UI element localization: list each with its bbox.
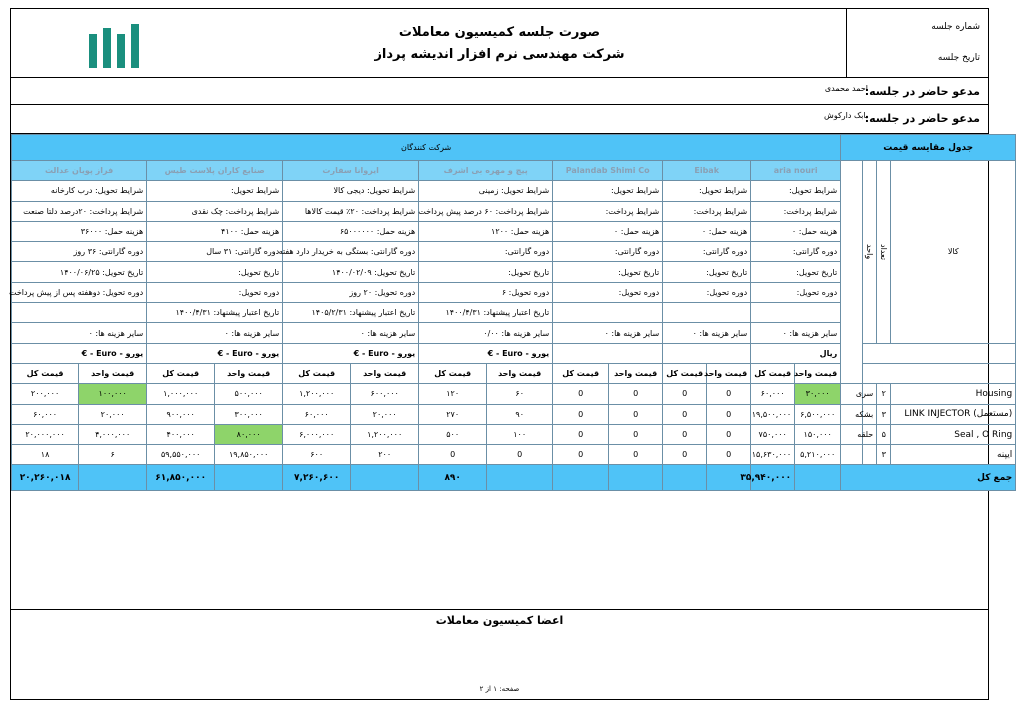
total-row — [12, 465, 1016, 491]
unit-price-cell: ۹۰ — [487, 404, 553, 424]
unit-price-cell: ۱۵۰,۰۰۰ — [795, 424, 841, 444]
item-name: ایپنه — [891, 445, 1016, 465]
supplier-term: هزینه حمل: ۱۲۰۰ — [419, 221, 553, 241]
total-blank — [487, 465, 553, 491]
total-price-header: قیمت کل — [553, 363, 609, 383]
supplier-currency: یورو - Euro - € — [147, 343, 283, 363]
supplier-term: تاریخ تحویل: ۱۴۰۰/۰۲/۰۹ — [283, 262, 419, 282]
supplier-name: پیچ و مهره بی اشرف — [419, 161, 553, 181]
supplier-term: دوره تحویل: — [553, 282, 663, 302]
unit-price-cell: 0 — [707, 384, 751, 404]
item-unit: حلقه — [863, 424, 877, 444]
supplier-term: شرایط تحویل: — [147, 181, 283, 201]
supplier-name: aria nouri — [751, 161, 841, 181]
unit-price-cell: ۱۹,۸۵۰,۰۰۰ — [215, 445, 283, 465]
unit-price-cell: ۱۰۰ — [487, 424, 553, 444]
supplier-name: Eibak — [663, 161, 751, 181]
total-price-header: قیمت کل — [419, 363, 487, 383]
unit-price-cell: ۲۰,۰۰۰ — [79, 404, 147, 424]
supplier-total: ۸۹۰ — [419, 465, 487, 491]
table-row — [12, 424, 1016, 444]
unit-price-cell: ۶۰ — [487, 384, 553, 404]
supplier-term: شرایط پرداخت: — [553, 201, 663, 221]
supplier-term: شرایط پرداخت: ۶۰ درصد پیش پرداخت — [419, 201, 553, 221]
supplier-term: شرایط تحویل: زمینی — [419, 181, 553, 201]
total-price-cell: ۲۰,۰۰۰,۰۰۰ — [12, 424, 79, 444]
unit-price-cell: ۲۰,۰۰۰ — [351, 404, 419, 424]
supplier-term: سایر هزینه ها: ۰/۰۰ — [419, 323, 553, 343]
unit-price-cell: ۵,۲۱۰,۰۰۰ — [795, 445, 841, 465]
unit-price-cell: ۳۰,۰۰۰ — [795, 384, 841, 404]
unit-price-cell: ۴,۰۰۰,۰۰۰ — [79, 424, 147, 444]
supplier-name: فراز پویان عدالت — [12, 161, 147, 181]
supplier-term: شرایط پرداخت: چک نقدی — [147, 201, 283, 221]
supplier-term: شرایط تحویل: درب کارخانه — [12, 181, 147, 201]
supplier-total: ۲۰,۲۶۰,۰۱۸ — [12, 465, 79, 491]
unit-price-cell: ۶۰۰,۰۰۰ — [351, 384, 419, 404]
supplier-term: تاریخ تحویل: — [419, 262, 553, 282]
supplier-name: ایروانا سفارت — [283, 161, 419, 181]
unit-price-cell: ۳۰۰,۰۰۰ — [215, 404, 283, 424]
supplier-term: دوره گارانتی: — [751, 242, 841, 262]
item-name: Seal , O Ring — [891, 424, 1016, 444]
total-price-header: قیمت کل — [663, 363, 707, 383]
col-spacer — [841, 161, 863, 384]
supplier-term: هزینه حمل: ۶۵۰۰۰۰۰۰ — [283, 221, 419, 241]
item-unit — [863, 445, 877, 465]
document-page — [8, 8, 1013, 700]
total-price-cell: ۴۰۰,۰۰۰ — [147, 424, 215, 444]
total-blank — [609, 465, 663, 491]
supplier-term: تاریخ تحویل: — [553, 262, 663, 282]
total-price-cell: ۱۲۰ — [419, 384, 487, 404]
supplier-name: صنایع کاران پلاست طیس — [147, 161, 283, 181]
total-blank — [215, 465, 283, 491]
supplier-term: دوره گارانتی: بستگی به خریدار دارد هفته — [283, 242, 419, 262]
unit-price-cell: 0 — [609, 404, 663, 424]
supplier-total: ۶۱,۸۵۰,۰۰۰ — [147, 465, 215, 491]
item-name: LINK INJECTOR (مستعمل) — [891, 404, 1016, 424]
table-row — [12, 445, 1016, 465]
item-spacer — [841, 445, 863, 465]
supplier-term: شرایط پرداخت: — [751, 201, 841, 221]
supplier-term: دوره تحویل: — [147, 282, 283, 302]
total-price-cell: 0 — [553, 424, 609, 444]
supplier-term: دوره تحویل: — [663, 282, 751, 302]
supplier-term: تاریخ تحویل: — [751, 262, 841, 282]
total-label: جمع کل — [841, 465, 1016, 491]
table-row — [12, 404, 1016, 424]
unit-price-cell: ۲۰۰ — [351, 445, 419, 465]
total-price-cell: ۶۰,۰۰۰ — [283, 404, 351, 424]
unit-price-cell: ۶ — [79, 445, 147, 465]
total-price-header: قیمت کل — [12, 363, 79, 383]
price-comparison-table — [8, 134, 1016, 491]
supplier-term: دوره تحویل: دوهفته پس از پیش پرداخت — [12, 282, 147, 302]
unit-price-header: قیمت واحد — [487, 363, 553, 383]
supplier-term: شرایط پرداخت: ۲۰درصد دلتا صنعت — [12, 201, 147, 221]
item-unit: بشکه — [863, 404, 877, 424]
supplier-term: دوره تحویل: — [751, 282, 841, 302]
total-price-cell: 0 — [419, 445, 487, 465]
supplier-term — [12, 303, 147, 323]
table-title: جدول مقایسه قیمت — [841, 135, 1016, 161]
supplier-term: دوره گارانتی: ۳۱ سال — [147, 242, 283, 262]
supplier-term: هزینه حمل: ۳۶۰۰۰ — [12, 221, 147, 241]
supplier-name: Palandab Shimi Co — [553, 161, 663, 181]
total-blank — [795, 465, 841, 491]
total-price-cell: 0 — [663, 445, 707, 465]
total-price-cell: 0 — [663, 404, 707, 424]
total-price-cell: ۱۹,۵۰۰,۰۰۰ — [751, 404, 795, 424]
supplier-term: سایر هزینه ها: ۰ — [553, 323, 663, 343]
unit-price-cell: 0 — [609, 445, 663, 465]
supplier-term: هزینه حمل: ۰ — [751, 221, 841, 241]
supplier-term: شرایط تحویل: — [663, 181, 751, 201]
invitee-label-1: مدعو حاضر در جلسه: — [864, 85, 980, 98]
supplier-term: شرایط پرداخت: ۲۰٪ قیمت کالاها — [283, 201, 419, 221]
total-price-cell: 0 — [663, 424, 707, 444]
supplier-term: دوره گارانتی: — [419, 242, 553, 262]
unit-price-cell: ۶,۵۰۰,۰۰۰ — [795, 404, 841, 424]
col-unit-header: واحد — [863, 161, 877, 344]
supplier-term: سایر هزینه ها: ۰ — [147, 323, 283, 343]
supplier-currency — [553, 343, 663, 363]
participants-header: شرکت کنندگان — [12, 135, 841, 161]
supplier-term: شرایط تحویل: — [751, 181, 841, 201]
total-price-cell: ۵۰۰ — [419, 424, 487, 444]
unit-price-cell: ۱,۲۰۰,۰۰۰ — [351, 424, 419, 444]
total-price-cell: 0 — [553, 404, 609, 424]
supplier-term: سایر هزینه ها: ۰ — [12, 323, 147, 343]
company-name: شرکت مهندسی نرم افزار اندیشه پرداز — [374, 47, 625, 62]
total-price-cell: ۶۰۰ — [283, 445, 351, 465]
supplier-term: سایر هزینه ها: ۰ — [663, 323, 751, 343]
supplier-term: شرایط تحویل: — [553, 181, 663, 201]
unit-price-cell: ۵۰۰,۰۰۰ — [215, 384, 283, 404]
supplier-term: هزینه حمل: ۰ — [663, 221, 751, 241]
total-price-header: قیمت کل — [751, 363, 795, 383]
total-price-cell: ۲۷۰ — [419, 404, 487, 424]
total-price-cell: ۱۵,۶۳۰,۰۰۰ — [751, 445, 795, 465]
supplier-term: تاریخ تحویل: — [663, 262, 751, 282]
supplier-term: شرایط تحویل: دیجی کالا — [283, 181, 419, 201]
supplier-total — [553, 465, 609, 491]
total-blank — [79, 465, 147, 491]
supplier-total — [663, 465, 707, 491]
supplier-total: ۳۵,۹۴۰,۰۰۰ — [751, 465, 795, 491]
total-price-cell: ۲۰۰,۰۰۰ — [12, 384, 79, 404]
total-price-cell: ۱,۰۰۰,۰۰۰ — [147, 384, 215, 404]
invitee-name-1: احمد محمدی — [824, 84, 868, 93]
total-price-cell: ۷۵۰,۰۰۰ — [751, 424, 795, 444]
supplier-term: تاریخ اعتبار پیشنهاد: ۱۴۰۰/۴/۳۱ — [147, 303, 283, 323]
col-qty-header: تعداد — [877, 161, 891, 344]
item-qty: ۳ — [877, 404, 891, 424]
total-price-cell: 0 — [553, 445, 609, 465]
supplier-term: تاریخ تحویل: ۱۴۰۰/۰۶/۲۵ — [12, 262, 147, 282]
unit-price-header: قیمت واحد — [609, 363, 663, 383]
unit-price-header: قیمت واحد — [351, 363, 419, 383]
supplier-term: دوره گارانتی: — [663, 242, 751, 262]
item-name: Housing — [891, 384, 1016, 404]
unit-price-header: قیمت واحد — [79, 363, 147, 383]
total-price-cell: 0 — [663, 384, 707, 404]
invitee-label-2: مدعو حاضر در جلسه: — [864, 112, 980, 125]
unit-price-cell: ۱۰۰,۰۰۰ — [79, 384, 147, 404]
unit-price-header: قیمت واحد — [707, 363, 751, 383]
page-number: صفحه: ۱ از ۲ — [479, 685, 520, 693]
col-item-header: کالا — [891, 161, 1016, 344]
total-price-cell: ۶۰,۰۰۰ — [12, 404, 79, 424]
supplier-total: ۷,۲۶۰,۶۰۰ — [283, 465, 351, 491]
item-qty: ۲ — [877, 384, 891, 404]
supplier-term: دوره گارانتی: — [553, 242, 663, 262]
supplier-term: شرایط پرداخت: — [663, 201, 751, 221]
blank-cell — [863, 343, 1016, 363]
table-row — [12, 384, 1016, 404]
total-price-cell: ۱,۲۰۰,۰۰۰ — [283, 384, 351, 404]
unit-price-cell: 0 — [487, 445, 553, 465]
total-price-cell: ۶,۰۰۰,۰۰۰ — [283, 424, 351, 444]
supplier-currency: یورو - Euro - € — [12, 343, 147, 363]
total-blank — [351, 465, 419, 491]
unit-price-header: قیمت واحد — [795, 363, 841, 383]
supplier-term: سایر هزینه ها: ۰ — [751, 323, 841, 343]
item-unit: سری — [863, 384, 877, 404]
unit-price-cell: ۸۰,۰۰۰ — [215, 424, 283, 444]
session-number-label: شماره جلسه — [931, 22, 980, 32]
supplier-term — [553, 303, 663, 323]
supplier-term: دوره گارانتی: ۳۶ روز — [12, 242, 147, 262]
members-title: اعضا کمیسیون معاملات — [435, 614, 564, 627]
session-date-label: تاریخ جلسه — [937, 53, 980, 63]
total-price-cell: 0 — [553, 384, 609, 404]
supplier-term: دوره تحویل: ۶ — [419, 282, 553, 302]
supplier-term — [751, 303, 841, 323]
total-price-cell: ۵۹,۵۵۰,۰۰۰ — [147, 445, 215, 465]
supplier-term — [663, 303, 751, 323]
page-title: صورت جلسه کمیسیون معاملات — [398, 25, 601, 40]
unit-price-cell: 0 — [707, 424, 751, 444]
supplier-term: تاریخ اعتبار پیشنهاد: ۱۴۰۵/۲/۳۱ — [283, 303, 419, 323]
item-qty: ۵ — [877, 424, 891, 444]
supplier-term: تاریخ تحویل: — [147, 262, 283, 282]
unit-price-cell: 0 — [707, 445, 751, 465]
supplier-term: تاریخ اعتبار پیشنهاد: ۱۴۰۰/۴/۳۱ — [419, 303, 553, 323]
unit-price-header: قیمت واحد — [215, 363, 283, 383]
supplier-currency: یورو - Euro - € — [283, 343, 419, 363]
total-price-cell: ۱۸ — [12, 445, 79, 465]
total-price-cell: ۹۰۰,۰۰۰ — [147, 404, 215, 424]
unit-price-cell: 0 — [609, 384, 663, 404]
supplier-currency — [663, 343, 751, 363]
invitee-name-2: بابک دارکوش — [824, 111, 868, 120]
item-qty: ۳ — [877, 445, 891, 465]
supplier-term: هزینه حمل: ۰ — [553, 221, 663, 241]
unit-price-cell: 0 — [707, 404, 751, 424]
supplier-term: دوره تحویل: ۲۰ روز — [283, 282, 419, 302]
unit-price-cell: 0 — [609, 424, 663, 444]
total-price-cell: ۶۰,۰۰۰ — [751, 384, 795, 404]
blank-cell — [863, 363, 1016, 383]
supplier-currency: یورو - Euro - € — [419, 343, 553, 363]
total-price-header: قیمت کل — [147, 363, 215, 383]
supplier-term: سایر هزینه ها: ۰ — [283, 323, 419, 343]
total-price-header: قیمت کل — [283, 363, 351, 383]
supplier-currency: ریال — [751, 343, 841, 363]
supplier-term: هزینه حمل: ۴۱۰۰ — [147, 221, 283, 241]
